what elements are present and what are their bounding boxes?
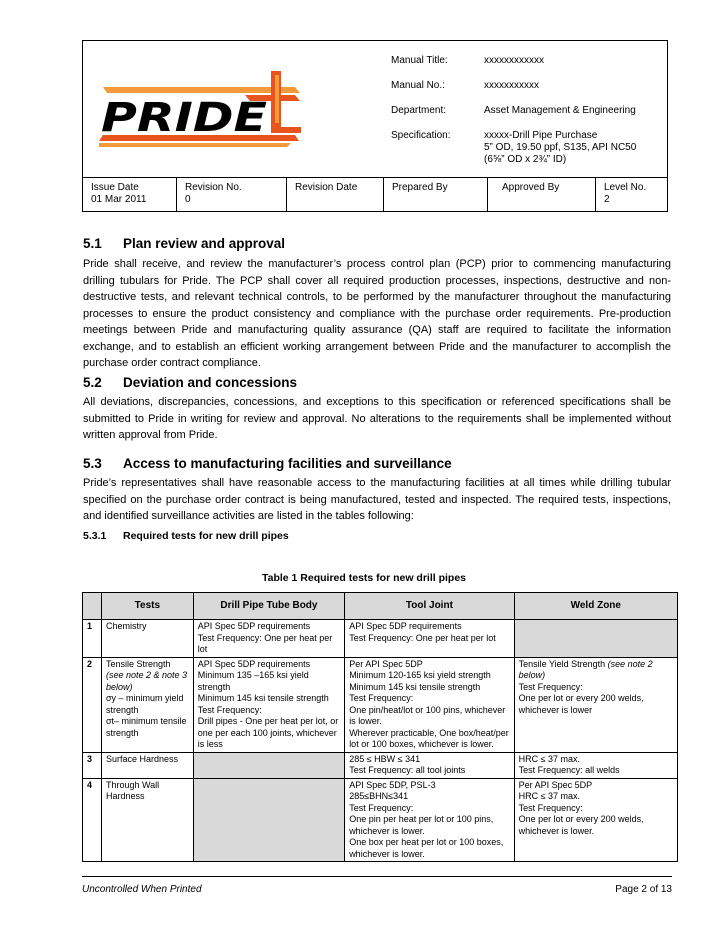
table-header-cell: Tests — [101, 593, 193, 620]
revision-no-value: 0 — [185, 194, 191, 205]
cell-line: One per lot or every 200 welds, whichever is lower. — [518, 814, 644, 836]
section-5-2-text: All deviations, discrepancies, concessions, and exceptions to this specification or referenced specifications shall be submitted to Pride in writing for review and approval. No alterations to the requirements shall be implemented without written approval from Pride. — [83, 396, 671, 441]
cell-line: Test Frequency: — [518, 802, 583, 813]
cell-line: σy – minimum yield strength — [105, 693, 184, 715]
section-number: 5.3.1 — [83, 530, 107, 542]
table-caption: Table 1 Required tests for new drill pipes — [261, 572, 467, 584]
cell-line: Per API Spec 5DP — [349, 658, 423, 669]
cell-line: Wherever practicable, One box/heat/per lot or 100 boxes, whichever is lower. — [349, 727, 509, 749]
cell-line: Test Frequency: all tool joints — [349, 765, 466, 775]
section-5-1-text: Pride shall receive, and review the manufacturer’s process control plan (PCP) prior to commencing manufacturing drilling tubulars for Pride. The PCP shall cover all required production processes, inspections, destructive and non-destructive tests, and relevant technical controls, to be performed by the manufacturer throughout the manufacturing processes to ensure the product consistency and compliance with the purchase order requirements. Pre-production meetings between Pride and manufacturing quality assurance (QA) staff are required to facilitate the information exchange, and to establish an efficient working arrangement between Pride and the manufacturer to accomplish the purchase order contract compliance. — [83, 258, 671, 369]
required-tests-table — [82, 592, 678, 862]
tool-joint-cell — [345, 620, 514, 658]
cell-line: One per lot or every 200 welds, whichever is lower — [518, 693, 644, 715]
table-header-row — [83, 593, 678, 620]
revision-no-label: Revision No. — [185, 182, 242, 193]
section-5-3-heading — [83, 456, 452, 471]
department-value: Asset Management & Engineering — [484, 105, 636, 116]
specification-line-2: 5” OD, 19.50 ppf, S135, API NC50 — [484, 142, 637, 153]
cell-line: API Spec 5DP, PSL-3 — [349, 779, 436, 790]
cell-line: Test Frequency: — [349, 693, 414, 703]
level-no-value: 2 — [604, 194, 610, 205]
cell-line: One pin/heat/lot or 100 pins, whichever is lower. — [349, 704, 506, 726]
cell-line: HRC ≤ 37 max. — [518, 753, 581, 764]
section-title: Deviation and concessions — [123, 375, 298, 390]
specification-line-1: xxxxx-Drill Pipe Purchase — [484, 130, 598, 141]
table-header-cell: Tool Joint — [345, 593, 514, 620]
row-number: 4 — [83, 778, 102, 862]
revision-no-cell — [176, 178, 287, 211]
section-number: 5.1 — [83, 236, 102, 251]
revision-date-label: Revision Date — [295, 182, 358, 193]
section-title: Required tests for new drill pipes — [123, 530, 289, 542]
section-title: Plan review and approval — [123, 236, 286, 251]
cell-line: Test Frequency: One per heat per lot — [197, 632, 333, 654]
cell-note: (see note 2 & note 3 below) — [105, 670, 188, 692]
cell-line: Test Frequency: One per heat per lot — [349, 632, 496, 643]
page-footer — [82, 876, 672, 895]
manual-no-label: Manual No.: — [391, 80, 445, 91]
cell-text: Tensile Yield Strength — [518, 658, 608, 669]
issue-date-label: Issue Date — [91, 182, 139, 193]
approved-by-cell — [487, 178, 596, 211]
tube-body-cell — [193, 752, 344, 778]
cell-line: Drill pipes - One per heat per lot, or one per each 100 joints, whichever is less — [197, 716, 339, 749]
specification-line-3: (6⅝” OD x 2¾” ID) — [484, 154, 567, 165]
tests-cell: Chemistry — [101, 620, 193, 658]
cell-line: 285≤BHN≤341 — [349, 791, 409, 801]
prepared-by-cell — [383, 178, 488, 211]
revision-date-cell — [286, 178, 384, 211]
footer-disclaimer: Uncontrolled When Printed — [82, 884, 202, 895]
cell-line: One box per heat per lot or 100 boxes, whichever is lower. — [349, 837, 504, 859]
weld-zone-cell — [514, 620, 677, 658]
tube-body-cell — [193, 778, 344, 862]
cell-line: Test Frequency: — [518, 681, 583, 692]
manual-title-value: xxxxxxxxxxxx — [484, 55, 544, 66]
section-number: 5.2 — [83, 375, 102, 390]
tool-joint-cell — [345, 778, 514, 862]
manual-title-label: Manual Title: — [391, 55, 448, 66]
page-number: Page 2 of 13 — [615, 884, 672, 895]
weld-zone-cell — [514, 752, 677, 778]
manual-no-value: xxxxxxxxxxx — [484, 80, 539, 91]
weld-zone-cell — [514, 657, 677, 752]
cell-line: Test Frequency: — [197, 704, 262, 715]
pride-logo — [95, 67, 305, 157]
cell-line: API Spec 5DP requirements — [197, 658, 311, 669]
cell-line: 285 ≤ HBW ≤ 341 — [349, 753, 421, 764]
section-5-2-heading — [83, 375, 297, 390]
section-5-1-heading — [83, 236, 285, 251]
tool-joint-cell — [345, 752, 514, 778]
tests-cell: Through Wall Hardness — [101, 778, 193, 862]
table-row — [83, 657, 678, 752]
tests-cell — [101, 657, 193, 752]
level-no-label: Level No. — [604, 182, 647, 193]
issue-date-value: 01 Mar 2011 — [91, 194, 147, 205]
section-title: Access to manufacturing facilities and surveillance — [123, 456, 452, 471]
row-number: 2 — [83, 657, 102, 752]
weld-zone-cell — [514, 778, 677, 862]
department-label: Department: — [391, 105, 447, 116]
cell-note: (see note 2 below) — [518, 658, 653, 680]
tests-cell: Surface Hardness — [101, 752, 193, 778]
section-5-3-1-heading — [83, 530, 289, 542]
revision-row — [83, 177, 667, 211]
row-number: 3 — [83, 752, 102, 778]
cell-line: Test Frequency: — [349, 802, 414, 813]
cell-line: API Spec 5DP requirements — [197, 621, 311, 631]
level-no-cell — [595, 178, 668, 211]
table-header-cell — [83, 593, 102, 620]
cell-line: Per API Spec 5DP — [518, 779, 593, 790]
tool-joint-cell — [345, 657, 514, 752]
approved-by-label: Approved By — [502, 182, 560, 193]
cell-line: HRC ≤ 37 max. — [518, 791, 581, 801]
document-header — [82, 40, 668, 212]
cell-line: Tensile Strength — [105, 658, 171, 669]
table-row — [83, 778, 678, 862]
table-row — [83, 620, 678, 658]
issue-date-cell — [83, 178, 176, 211]
table-row — [83, 752, 678, 778]
tube-body-cell — [193, 620, 344, 658]
section-5-3-text: Pride’s representatives shall have reasonable access to the manufacturing facilities at all times while drilling tubular specified on the purchase order contract is being manufactured, tested and inspected. The required tests, inspections, and identified surveillance activities are listed in the tables following: — [83, 477, 671, 522]
cell-line — [519, 659, 673, 682]
cell-line: Minimum 135 –165 ksi yield strength — [197, 670, 309, 692]
cell-line: API Spec 5DP requirements — [349, 621, 462, 631]
section-number: 5.3 — [83, 456, 102, 471]
prepared-by-label: Prepared By — [392, 182, 448, 193]
cell-line: Minimum 145 ksi tensile strength — [197, 693, 329, 703]
cell-line: σt– minimum tensile strength — [105, 716, 187, 738]
cell-line: Test Frequency: all welds — [518, 765, 620, 775]
table-header-cell: Weld Zone — [514, 593, 677, 620]
cell-line: One pin per heat per lot or 100 pins, whichever is lower. — [349, 814, 494, 836]
cell-line: Minimum 120-165 ksi yield strength — [349, 670, 491, 680]
tube-body-cell — [193, 657, 344, 752]
specification-label: Specification: — [391, 130, 451, 141]
row-number: 1 — [83, 620, 102, 658]
svg-text:PRIDE: PRIDE — [101, 95, 267, 141]
table-header-cell: Drill Pipe Tube Body — [193, 593, 344, 620]
cell-line: Minimum 145 ksi tensile strength — [349, 681, 481, 692]
